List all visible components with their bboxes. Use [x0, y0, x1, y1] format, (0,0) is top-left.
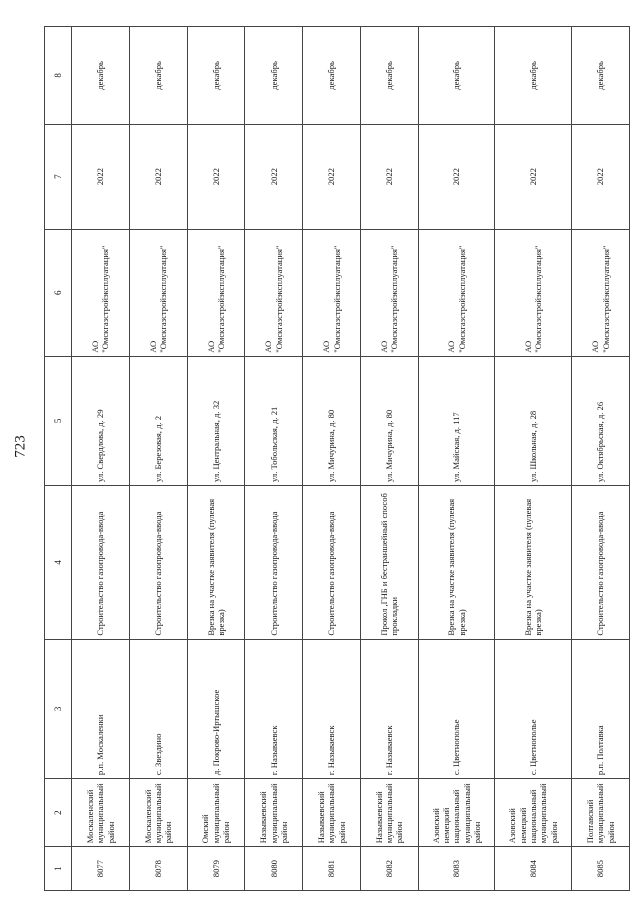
cell-number: 8077 [72, 847, 130, 891]
cell-district: Азовский немецкий национальный муниципальный район [495, 779, 572, 847]
table-row [245, 27, 303, 891]
column-header-2: 2 [45, 779, 72, 847]
cell-address: ул. Березовая, д. 2 [129, 356, 187, 485]
page-number [0, 0, 29, 905]
cell-year: 2022 [129, 124, 187, 229]
cell-address: ул. Мичурина, д. 80 [360, 356, 418, 485]
cell-locality: с. Цветнополье [418, 639, 495, 778]
cell-year: 2022 [245, 124, 303, 229]
cell-number: 8083 [418, 847, 495, 891]
column-header-7: 7 [45, 124, 72, 229]
cell-month: декабрь [245, 27, 303, 125]
cell-work-type: Врезка на участке заявителя (пулевая врезка) [187, 486, 245, 640]
cell-district: Называевский муниципальный район [245, 779, 303, 847]
cell-work-type: Строительство газопровода-ввода [303, 486, 361, 640]
cell-address: ул. Майская, д. 117 [418, 356, 495, 485]
cell-organization: АО "Омскгазстройэксплуатация" [572, 229, 630, 356]
cell-district: Омский муниципальный район [187, 779, 245, 847]
cell-district: Называевский муниципальный район [360, 779, 418, 847]
cell-locality: с. Звездино [129, 639, 187, 778]
cell-year: 2022 [418, 124, 495, 229]
table-row [495, 27, 572, 891]
cell-month: декабрь [572, 27, 630, 125]
cell-number: 8082 [360, 847, 418, 891]
cell-year: 2022 [72, 124, 130, 229]
table-container [44, 26, 630, 891]
cell-address: ул. Школьная, д. 28 [495, 356, 572, 485]
cell-district: Москаленский муниципальный район [72, 779, 130, 847]
column-header-5: 5 [45, 356, 72, 485]
column-header-8: 8 [45, 27, 72, 125]
cell-district: Азовский немецкий национальный муниципальный район [418, 779, 495, 847]
column-header-1: 1 [45, 847, 72, 891]
table-row [129, 27, 187, 891]
cell-locality: д. Покрово-Иртышское [187, 639, 245, 778]
table-header [45, 27, 72, 891]
cell-organization: АО "Омскгазстройэксплуатация" [303, 229, 361, 356]
cell-work-type: Врезка на участке заявителя (пулевая врезка) [495, 486, 572, 640]
cell-number: 8084 [495, 847, 572, 891]
cell-year: 2022 [572, 124, 630, 229]
table-row [303, 27, 361, 891]
table-row [187, 27, 245, 891]
cell-address: ул. Центральная, д. 32 [187, 356, 245, 485]
cell-year: 2022 [360, 124, 418, 229]
column-header-6: 6 [45, 229, 72, 356]
table-body [72, 27, 630, 891]
cell-month: декабрь [187, 27, 245, 125]
column-header-4: 4 [45, 486, 72, 640]
cell-work-type: Врезка на участке заявителя (пулевая врезка) [418, 486, 495, 640]
cell-organization: АО "Омскгазстройэксплуатация" [245, 229, 303, 356]
cell-address: ул. Свердлова, д. 29 [72, 356, 130, 485]
cell-month: декабрь [418, 27, 495, 125]
cell-month: декабрь [303, 27, 361, 125]
cell-number: 8078 [129, 847, 187, 891]
cell-month: декабрь [360, 27, 418, 125]
cell-address: ул. Октябрьская, д. 26 [572, 356, 630, 485]
cell-district: Москаленский муниципальный район [129, 779, 187, 847]
cell-number: 8079 [187, 847, 245, 891]
cell-work-type: Строительство газопровода-ввода [572, 486, 630, 640]
cell-year: 2022 [495, 124, 572, 229]
cell-work-type: Прокол ,ГНБ и бестраншейный способ прокладки [360, 486, 418, 640]
cell-locality: с. Цветнополье [495, 639, 572, 778]
header-row [45, 27, 72, 891]
cell-organization: АО "Омскгазстройэксплуатация" [360, 229, 418, 356]
cell-locality: р.п. Полтавка [572, 639, 630, 778]
schedule-table [44, 26, 630, 891]
cell-number: 8085 [572, 847, 630, 891]
cell-number: 8080 [245, 847, 303, 891]
cell-district: Называевский муниципальный район [303, 779, 361, 847]
column-header-3: 3 [45, 639, 72, 778]
cell-month: декабрь [495, 27, 572, 125]
cell-work-type: Строительство газопровода-ввода [245, 486, 303, 640]
cell-work-type: Строительство газопровода-ввода [129, 486, 187, 640]
page-number-text: 723 [12, 435, 29, 458]
cell-organization: АО "Омскгазстройэксплуатация" [187, 229, 245, 356]
cell-locality: р.п. Москаленки [72, 639, 130, 778]
cell-organization: АО "Омскгазстройэксплуатация" [418, 229, 495, 356]
table-row [572, 27, 630, 891]
cell-organization: АО "Омскгазстройэксплуатация" [495, 229, 572, 356]
table-row [360, 27, 418, 891]
cell-month: декабрь [72, 27, 130, 125]
table-row [418, 27, 495, 891]
cell-locality: г. Называевск [360, 639, 418, 778]
cell-locality: г. Называевск [303, 639, 361, 778]
cell-address: ул. Тобольская, д. 21 [245, 356, 303, 485]
cell-locality: г. Называевск [245, 639, 303, 778]
cell-number: 8081 [303, 847, 361, 891]
table-row [72, 27, 130, 891]
cell-address: ул. Мичурина, д. 80 [303, 356, 361, 485]
cell-district: Полтавский муниципальный район [572, 779, 630, 847]
cell-year: 2022 [187, 124, 245, 229]
cell-work-type: Строительство газопровода-ввода [72, 486, 130, 640]
cell-month: декабрь [129, 27, 187, 125]
cell-organization: АО "Омскгазстройэксплуатация" [129, 229, 187, 356]
cell-year: 2022 [303, 124, 361, 229]
cell-organization: АО "Омскгазстройэксплуатация" [72, 229, 130, 356]
